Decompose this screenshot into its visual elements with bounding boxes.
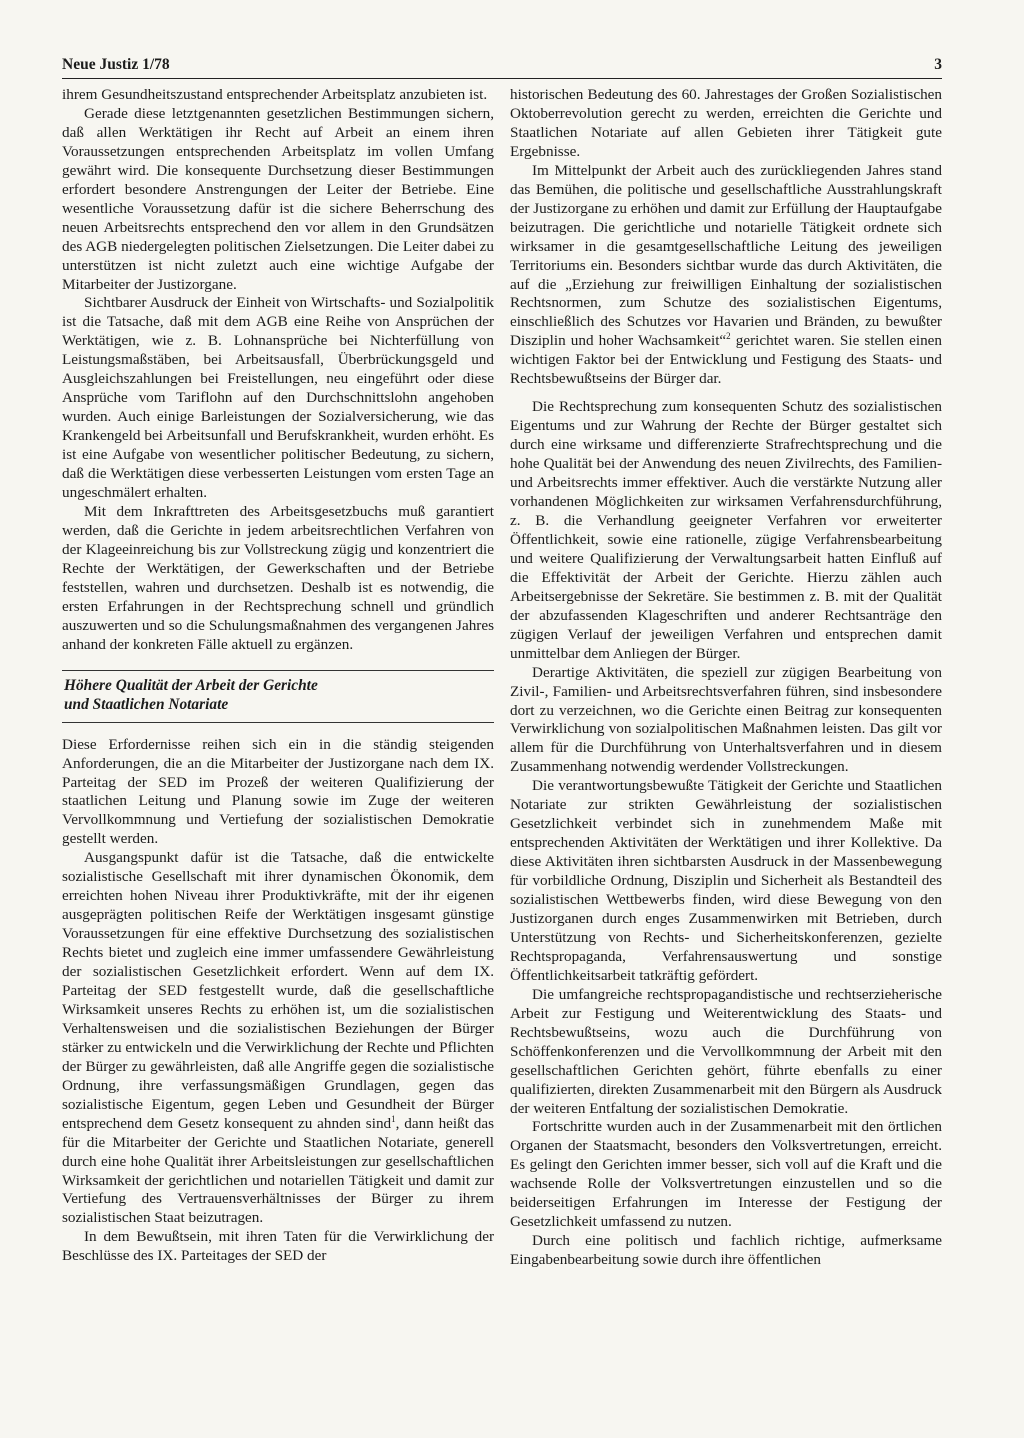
paragraph: Die verantwortungsbewußte Tätigkeit der Gerichte und Staatlichen Notariate zur strikten Gewährleistung der sozialistischen Gesetzlichkeit verbindet sich in zunehmendem Maße mit entsprechenden Aktivitäten der Werktätigen und ihrer Kollektive. Da diese Aktivitäten ihren sichtbarsten Ausdruck in der Massenbewegung für vorbildliche Ordnung, Disziplin und Sicherheit als Bestandteil des sozialistischen Wettbewerbs finden, wird diese Bewegung von den Justizorganen durch enges Zusammenwirken mit Betrieben, durch Unterstützung von Rechts- und Sicherheitskonferenzen, gezielte Rechtspropaganda, Verfahrensauswertung und sonstige Öffentlichkeitsarbeit tatkräftig gefördert. [510,777,942,984]
paragraph: Die Rechtsprechung zum konsequenten Schutz des sozialistischen Eigentums und zur Wahrung der Rechte der Bürger gestaltet sich durch eine wirksame und differenzierte Strafrechtsprechung und die hohe Qualität bei der Anwendung des neuen Zivilrechts, des Familien- und Arbeitsrechts immer effektiver. Auch die verstärkte Nutzung aller vorhandenen Möglichkeiten zur wirksamen Verfahrensdurchführung, z. B. die Verhandlung geeigneter Verfahren vor erweiterter Öffentlichkeit, sowie eine rationelle, zügige Verfahrensbearbeitung und weitere Qualifizierung der Verwaltungsarbeit hatten Einfluß auf die Effektivität der Arbeit der Gerichte. Hierzu zählen auch Arbeitsergebnisse der Sekretäre. Sie bestimmen z. B. mit der Qualität der abzufassenden Klageschriften und anderer Rechtsanträge den zügigen Verlauf der jeweiligen Verfahren und entsprechen damit unmittelbar dem Anliegen der Bürger. [510,398,942,662]
paragraph: Sichtbarer Ausdruck der Einheit von Wirtschafts- und Sozialpolitik ist die Tatsache, daß mit dem AGB eine Reihe von Ansprüchen der Werktätigen, wie z. B. Lohnansprüche bei Nichterfüllung von Leistungsmaßstäben, bei Arbeitsausfall, Überbrückungsgeld und Ausgleichszahlungen bei Freistellungen, neu eingeführt oder diese Ansprüche vom Tariflohn auf den Durchschnittslohn angehoben wurden. Auch einige Barleistungen der Sozialversicherung, wie das Krankengeld bei Arbeitsunfall und Berufskrankheit, wurden erhöht. Es ist eine Aufgabe von wesentlicher politischer Bedeutung, zu sichern, daß die Werktätigen diese verbesserten Leistungen vom ersten Tage an ungeschmälert erhalten. [62,294,494,502]
paragraph: In dem Bewußtsein, mit ihren Taten für die Verwirklichung der Beschlüsse des IX. Parteitages der SED der [62,1228,494,1265]
footnote-marker: 1 [391,1113,396,1124]
paragraph-text: Ausgangspunkt dafür ist die Tatsache, daß die entwickelte sozialistische Gesellschaft mit ihrer dynamischen Ökonomik, dem erreichten hohen Niveau ihrer Produktivkräfte, mit der ihr eigenen ausgeprägten politischen Reife der Werktätigen insgesamt günstige Voraussetzungen für eine effektive Durchsetzung des sozialistischen Rechts bietet und zugleich eine immer umfassendere Gewährleistung der sozialistischen Gesetzlichkeit erfordert. Wenn auf dem IX. Parteitag der SED festgestellt wurde, daß die gesellschaftliche Wirksamkeit unseres Rechts zu erhöhen ist, um die sozialistischen Verhaltensweisen und die sozialistischen Beziehungen der Bürger stärker zu entwickeln und die Verwirklichung der Rechte und Pflichten der Bürger zu gewährleisten, daß alle Angriffe gegen die sozialistische Ordnung, ihre verfassungsmäßigen Grundlagen, gegen das sozialistische Eigentum, gegen Leben und Gesundheit der Bürger entsprechend dem Gesetz konsequent zu ahnden sind [62,849,494,1132]
header-rule [62,78,942,79]
paragraph: historischen Bedeutung des 60. Jahrestages der Großen Sozialistischen Oktoberrevolution gerecht zu werden, erreichten die Gerichte und Staatlichen Notariate auf allen Gebieten ihrer Tätigkeit gute Ergebnisse. [510,86,942,160]
journal-title: Neue Justiz 1/78 [62,56,170,73]
paragraph [510,162,942,389]
section-heading [62,670,494,723]
paragraph: Fortschritte wurden auch in der Zusammenarbeit mit den örtlichen Organen der Staatsmacht, besonders den Volksvertretungen, erreicht. Es gelingt den Gerichten immer besser, sich voll auf die Kraft und die wachsende Rolle der Volksvertretungen einzustellen und so die beiderseitigen Erfahrungen im Interesse der Festigung der Gesetzlichkeit umfassend zu nutzen. [510,1118,942,1231]
paragraph-text: , dann heißt das für die Mitarbeiter der Gerichte und Staatlichen Notariate, generell durch eine hohe Qualität ihrer Arbeitsleistungen zur gesellschaftlichen Wirksamkeit der gerichtlichen und notariellen Tätigkeit und damit zur Vertiefung des Vertrauensverhältnisses der Bürger zu ihrem sozialistischen Staat beizutragen. [62,1114,494,1227]
paragraph: ihrem Gesundheitszustand entsprechender Arbeitsplatz anzubieten ist. [62,86,488,103]
paragraph: Durch eine politisch und fachlich richtige, aufmerksame Eingabenbearbeitung sowie durch ihre öffentlichen [510,1232,942,1269]
paragraph [62,849,494,1228]
paragraph: Derartige Aktivitäten, die speziell zur zügigen Bearbeitung von Zivil-, Familien- und Arbeitsrechtsverfahren führen, sind insbesondere dort zu verzeichnen, wo die Gerichte einen Beitrag zur konsequenten Verwirklichung von sozialpolitischen Maßnahmen leisten. Das gilt vor allem für die Durchführung von Unterhaltsverfahren und in diesem Zusammenhang notwendig werdender Vollstreckungen. [510,663,942,776]
footnote-marker: 2 [726,331,731,342]
section-heading-line: und Staatlichen Notariate [64,695,229,713]
paragraph: Gerade diese letztgenannten gesetzlichen Bestimmungen sichern, daß allen Werktätigen ihr Recht auf Arbeit an einem ihren Voraussetzungen entsprechenden Arbeitsplatz im vollen Umfang gewährt wird. Die konsequente Durchsetzung dieser Bestimmungen erfordert besondere Anstrengungen der Leiter der Betriebe. Eine wesentliche Voraussetzung dafür ist die sichere Beherrschung des neuen Arbeitsrechts entsprechend den vor allem in den Grundsätzen des AGB niedergelegten politischen Zielsetzungen. Die Leiter dabei zu unterstützen ist nicht zuletzt auch eine wichtige Aufgabe der Mitarbeiter der Justizorgane. [62,104,494,293]
page-number: 3 [934,56,942,73]
paragraph: Mit dem Inkrafttreten des Arbeitsgesetzbuchs muß garantiert werden, daß die Gerichte in jedem arbeitsrechtlichen Verfahren von der Klageeinreichung bis zur Vollstreckung zügig und konzentriert die Rechte der Werktätigen, der Gewerkschaften und der Betriebe feststellen, wahren und durchsetzen. Deshalb ist es notwendig, die ersten Erfahrungen in der Rechtsprechung schnell und gründlich auszuwerten und so die Schulungsmaßnahmen des vergangenen Jahres anhand der konkreten Fälle aktuell zu ergänzen. [62,502,494,653]
right-column [510,86,942,1270]
paragraph-text: gerichtet waren. Sie stellen einen wichtigen Faktor bei der Entwicklung und Festigung des Staats- und Rechtsbewußtseins der Bürger dar. [510,332,942,388]
left-column [62,86,494,1266]
paragraph: Diese Erfordernisse reihen sich ein in die ständig steigenden Anforderungen, die an die Mitarbeiter der Justizorgane nach dem IX. Parteitag der SED im Prozeß der weiteren Qualifizierung der staatlichen Leitung und Planung sowie im Zuge der weiteren Vervollkommnung und Vertiefung der sozialistischen Demokratie gestellt werden. [62,735,494,848]
section-heading-line: Höhere Qualität der Arbeit der Gerichte [64,676,318,694]
paragraph-text: Im Mittelpunkt der Arbeit auch des zurückliegenden Jahres stand das Bemühen, die politische und gesellschaftliche Ausstrahlungskraft der Justizorgane zu erhöhen und damit zur Erfüllung der Hauptaufgabe beizutragen. Die gerichtliche und notarielle Tätigkeit ordnete sich wirksamer in die gesamtgesellschaftliche Leitung des jeweiligen Territoriums ein. Besonders sichtbar wurde das durch Aktivitäten, die auf die „Erziehung zur freiwilligen Einhaltung der sozialistischen Rechtsnormen, zum Schutze des sozialistischen Eigentums, einschließlich des Schutzes vor Havarien und Bränden, zu bewußter Disziplin und hoher Wachsamkeit“ [510,161,942,350]
paragraph: Die umfangreiche rechtspropagandistische und rechtserzieherische Arbeit zur Festigung und Weiterentwicklung des Staats- und Rechtsbewußtseins, wozu auch die Durchführung von Schöffenkonferenzen und die Vervollkommnung der Arbeit mit den gesellschaftlichen Gerichten gehört, führte ebenfalls zu einer qualifizierten, direkten Zusammenarbeit mit den Bürgern als Ausdruck der weiteren Entfaltung der sozialistischen Demokratie. [510,985,942,1117]
